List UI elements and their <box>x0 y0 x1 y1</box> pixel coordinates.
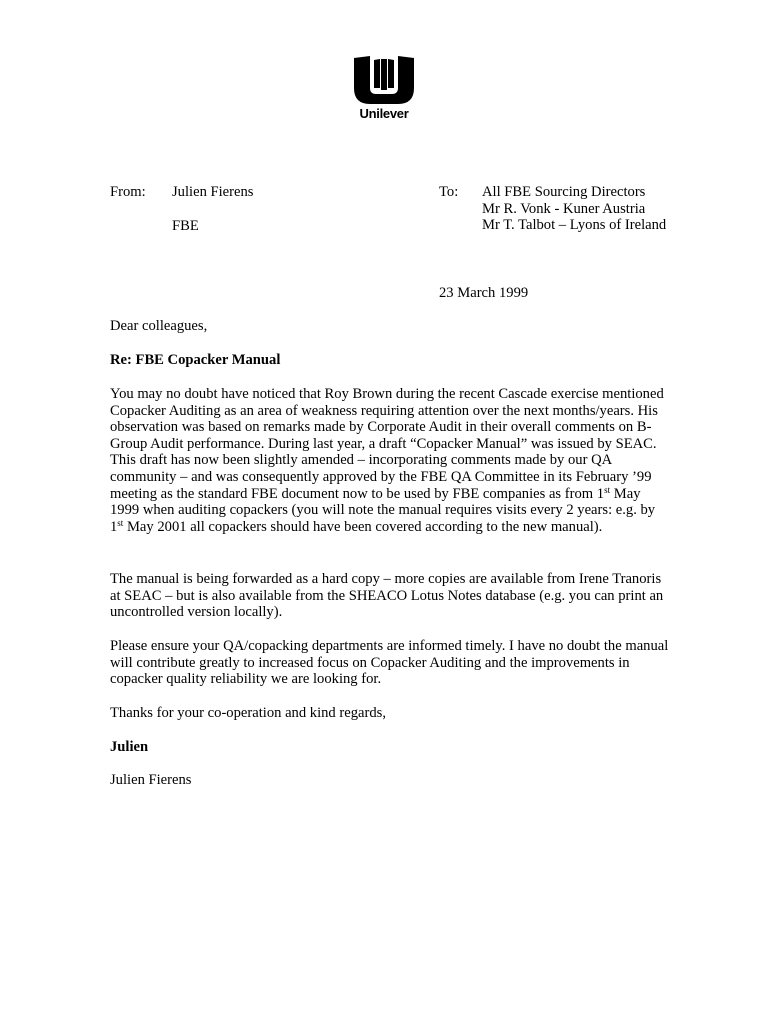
closing-line: Thanks for your co-operation and kind regards, <box>110 705 386 721</box>
to-label: To: <box>439 184 459 200</box>
paragraph-text: May 1999 when auditing copackers (you will note the manual requires visits every 2 years: e.g. by 1 <box>110 485 656 535</box>
ordinal-suffix: st <box>604 484 611 495</box>
signature: Julien <box>110 739 149 755</box>
recipient-line: Mr T. Talbot – Lyons of Ireland <box>482 217 667 234</box>
ordinal-suffix: st <box>117 517 124 528</box>
letter-date: 23 March 1999 <box>439 285 529 301</box>
paragraph-text: May 2001 all copackers should have been covered according to the new manual). <box>123 518 603 535</box>
recipients-list <box>482 184 666 234</box>
from-department: FBE <box>172 218 199 234</box>
recipient-line: Mr R. Vonk - Kuner Austria <box>482 200 646 217</box>
subject-line: Re: FBE Copacker Manual <box>110 352 281 368</box>
body-paragraph-3: Please ensure your QA/copacking departments are informed timely. I have no doubt the manual will contribute greatly to increased focus on Copacker Auditing and the improvements in copacker quality reliability we are looking for. <box>110 638 669 688</box>
logo-wordmark: Unilever <box>359 106 409 121</box>
recipient-line: All FBE Sourcing Directors <box>482 184 646 200</box>
from-label: From: <box>110 184 146 200</box>
from-name: Julien Fierens <box>172 184 254 200</box>
unilever-u-icon <box>352 54 416 104</box>
sender-name: Julien Fierens <box>110 772 192 788</box>
body-paragraph-2: The manual is being forwarded as a hard copy – more copies are available from Irene Tranoris at SEAC – but is also available from the SHEACO Lotus Notes database (e.g. you can print an uncontrolled version locally). <box>110 571 664 621</box>
body-paragraph-1 <box>110 386 670 535</box>
salutation: Dear colleagues, <box>110 318 208 334</box>
paragraph-text: You may no doubt have noticed that Roy Brown during the recent Cascade exercise mentioned Copacker Auditing as an area of weakness requiring attention over the next months/years. His observation was based on remarks made by Corporate Audit in their overall comments on B-Group Audit performance. During last year, a draft “Copacker Manual” was issued by SEAC. This draft has now been slightly amended – incorporating comments made by our QA community – and was consequently approved by the FBE QA Committee in its February ’99 meeting as the standard FBE document now to be used by FBE companies as from 1 <box>110 386 664 502</box>
